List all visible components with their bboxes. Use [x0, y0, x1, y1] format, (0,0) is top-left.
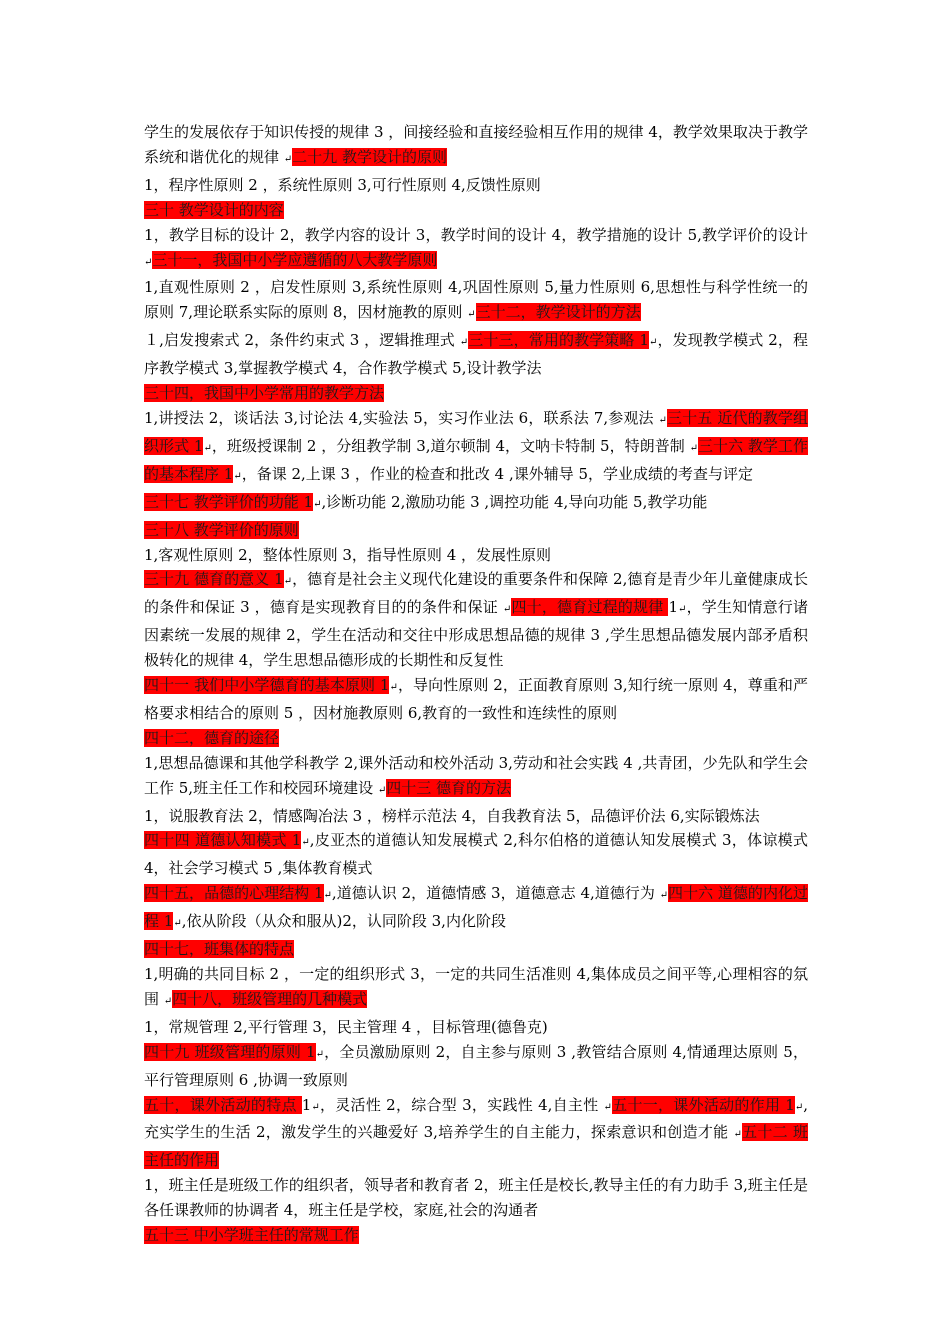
line-break-mark-icon: ↵ — [283, 576, 293, 588]
body-text: ，德育是社会主义现代化建设的重要条件和保障 2,德育是青少年儿童健康成长的条件和保证 3 ，德育是实现教育目的的条件和保证 — [144, 570, 808, 617]
paragraph — [144, 173, 808, 198]
section-heading-highlight: 三十五 近代的教学组织形式 1 — [144, 408, 808, 455]
line-break-mark-icon: ↵ — [173, 918, 182, 930]
paragraph — [144, 223, 808, 276]
section-heading-highlight: 四十五，品德的心理结构 1 — [144, 884, 324, 903]
paragraph — [144, 1223, 808, 1248]
paragraph — [144, 1173, 808, 1223]
body-text: 1,明确的共同目标 2 ，一定的组织形式 3，一定的共同生活准则 4,集体成员之间平等,心理相容的氛围 — [144, 965, 808, 1008]
document-body — [144, 120, 808, 1248]
section-heading-highlight: 三十二，教学设计的方法 — [475, 303, 641, 322]
line-break-mark-icon: ↵ — [733, 1129, 742, 1141]
body-text: ,道德认识 2，道德情感 3，道德意志 4,道德行为 — [331, 884, 660, 903]
paragraph — [144, 804, 808, 829]
line-break-mark-icon: ↵ — [144, 256, 153, 268]
body-text: ，全员激励原则 2，自主参与原则 3 ,教管结合原则 4,情通理达原则 5，平行管理原则 6 ,协调一致原则 — [144, 1042, 808, 1089]
section-heading-highlight: 三十七 教学评价的功能 1 — [144, 492, 314, 511]
section-heading-highlight: 三十九 德育的意义 1 — [144, 570, 284, 589]
section-heading-highlight: 三十六 教学工作的基本程序 1 — [144, 436, 808, 483]
body-text: 1 — [668, 598, 678, 617]
paragraph — [144, 1015, 808, 1040]
paragraph — [144, 567, 808, 673]
line-break-mark-icon: ↵ — [658, 414, 667, 426]
paragraph — [144, 726, 808, 751]
body-text: 1，程序性原则 2 ，系统性原则 3,可行性原则 4,反馈性原则 — [144, 175, 541, 194]
body-text: 1,客观性原则 2，整体性原则 3，指导性原则 4 ，发展性原则 — [144, 545, 552, 564]
line-break-mark-icon: ↵ — [794, 1101, 804, 1113]
paragraph — [144, 406, 808, 490]
line-break-mark-icon: ↵ — [301, 837, 310, 849]
section-heading-highlight: 四十一 我们中小学德育的基本原则 1 — [144, 676, 390, 695]
paragraph — [144, 828, 808, 881]
line-break-mark-icon: ↵ — [283, 153, 293, 165]
paragraph — [144, 490, 808, 518]
line-break-mark-icon: ↵ — [648, 337, 658, 349]
body-text: 学生的发展依存于知识传授的规律 3 ，间接经验和直接经验相互作用的规律 4，教学效果取决于教学系统和谐优化的规律 — [144, 123, 808, 166]
paragraph — [144, 328, 808, 381]
section-heading-highlight: 二十九 教学设计的原则 — [292, 147, 447, 166]
paragraph — [144, 881, 808, 937]
paragraph — [144, 120, 808, 173]
line-break-mark-icon: ↵ — [233, 470, 242, 482]
body-text: ，班级授课制 2 ，分组教学制 3,道尔顿制 4，文呐卡特制 5，特朗普制 — [211, 436, 690, 455]
section-heading-highlight: 五十三 中小学班主任的常规工作 — [144, 1226, 359, 1245]
line-break-mark-icon: ↵ — [203, 442, 212, 454]
paragraph — [144, 518, 808, 543]
line-break-mark-icon: ↵ — [677, 604, 687, 616]
line-break-mark-icon: ↵ — [659, 890, 669, 902]
section-heading-highlight: 五十一，课外活动的作用 1 — [611, 1095, 795, 1114]
body-text: 1 — [301, 1095, 312, 1114]
paragraph — [144, 381, 808, 406]
line-break-mark-icon: ↵ — [467, 309, 476, 321]
line-break-mark-icon: ↵ — [502, 604, 512, 616]
line-break-mark-icon: ↵ — [689, 442, 698, 454]
section-heading-highlight: 四十二，德育的途径 — [144, 728, 280, 747]
body-text: 1,直观性原则 2 ，启发性原则 3,系统性原则 4,巩固性原则 5,量力性原则 6,思想性与科学性统一的原则 7,理论联系实际的原则 8，因材施教的原则 — [144, 278, 808, 322]
body-text: ,依从阶段（从众和服从)2，认同阶段 3,内化阶段 — [181, 912, 506, 931]
section-heading-highlight: 五十二 班主任的作用 — [144, 1123, 808, 1170]
line-break-mark-icon: ↵ — [377, 784, 387, 796]
body-text: ，灵活性 2，综合型 3，实践性 4,自主性 — [319, 1095, 604, 1114]
paragraph — [144, 751, 808, 804]
line-break-mark-icon: ↵ — [389, 682, 398, 694]
section-heading-highlight: 四十四 道德认知模式 1 — [144, 831, 302, 850]
body-text: 1，说服教育法 2，情感陶冶法 3 ，榜样示范法 4，自我教育法 5，品德评价法 6,实际锻炼法 — [144, 806, 760, 825]
body-text: 1，常规管理 2,平行管理 3，民主管理 4 ，目标管理(德鲁克) — [144, 1017, 548, 1036]
line-break-mark-icon: ↵ — [313, 498, 322, 510]
paragraph — [144, 1040, 808, 1093]
section-heading-highlight: 五十，课外活动的特点 — [144, 1095, 302, 1114]
line-break-mark-icon: ↵ — [315, 1048, 324, 1060]
line-break-mark-icon: ↵ — [603, 1101, 612, 1113]
line-break-mark-icon: ↵ — [459, 337, 469, 349]
body-text: 1,讲授法 2，谈话法 3,讨论法 4,实验法 5，实习作业法 6，联系法 7,参观法 — [144, 408, 659, 427]
section-heading-highlight: 三十一，我国中小学应遵循的八大教学原则 — [152, 250, 438, 269]
body-text: ,皮亚杰的道德认知发展模式 2,科尔伯格的道德认知发展模式 3，体谅模式 4，社会学习模式 5 ,集体教育模式 — [144, 831, 808, 878]
body-text: ，导向性原则 2，正面教育原则 3,知行统一原则 4，尊重和严格要求相结合的原则 5 ，因材施教原则 6,教育的一致性和连续性的原则 — [144, 676, 808, 722]
section-heading-highlight: 四十三 德育的方法 — [386, 778, 512, 797]
paragraph — [144, 275, 808, 328]
section-heading-highlight: 四十六 道德的内化过程 1 — [144, 884, 808, 931]
paragraph — [144, 673, 808, 726]
body-text: 1，班主任是班级工作的组织者，领导者和教育者 2，班主任是校长,教导主任的有力助手 3,班主任是各任课教师的协调者 4，班主任是学校，家庭,社会的沟通者 — [144, 1176, 808, 1220]
line-break-mark-icon: ↵ — [323, 890, 332, 902]
body-text: １,启发搜索式 2，条件约束式 3 ，逻辑推理式 — [144, 331, 460, 350]
body-text: ，备课 2,上课 3 ，作业的检查和批改 4 ,课外辅导 5，学业成绩的考查与评定 — [241, 464, 754, 483]
section-heading-highlight: 三十四，我国中小学常用的教学方法 — [144, 384, 385, 403]
section-heading-highlight: 三十三，常用的教学策略 1 — [468, 331, 649, 350]
paragraph — [144, 198, 808, 223]
body-text: 1，教学目标的设计 2，教学内容的设计 3，教学时间的设计 4，教学措施的设计 5,教学评价的设计 — [144, 225, 808, 244]
paragraph — [144, 962, 808, 1015]
section-heading-highlight: 四十九 班级管理的原则 1 — [144, 1042, 316, 1061]
paragraph — [144, 1093, 808, 1174]
body-text: ,诊断功能 2,激励功能 3 ,调控功能 4,导向功能 5,教学功能 — [321, 492, 708, 511]
body-text: ，学生知情意行诸因素统一发展的规律 2，学生在活动和交往中形成思想品德的规律 3 ,学生思想品德发展内部矛盾积极转化的规律 4，学生思想品德形成的长期性和反复性 — [144, 598, 808, 670]
body-text: 1,思想品德课和其他学科教学 2,课外活动和校外活动 3,劳动和社会实践 4 ,共青团，少先队和学生会工作 5,班主任工作和校园环境建设 — [144, 753, 808, 797]
section-heading-highlight: 四十七，班集体的特点 — [144, 940, 295, 959]
paragraph — [144, 937, 808, 962]
line-break-mark-icon: ↵ — [311, 1101, 320, 1113]
paragraph — [144, 543, 808, 568]
section-heading-highlight: 四十八，班级管理的几种模式 — [172, 989, 368, 1008]
section-heading-highlight: 三十 教学设计的内容 — [144, 200, 284, 219]
body-text: ,充实学生的生活 2，激发学生的兴趣爱好 3,培养学生的自主能力，探索意识和创造才能 — [144, 1095, 808, 1142]
line-break-mark-icon: ↵ — [163, 995, 173, 1007]
section-heading-highlight: 三十八 教学评价的原则 — [144, 520, 299, 539]
body-text: ，发现教学模式 2，程序教学模式 3,掌握教学模式 4，合作教学模式 5,设计教学法 — [144, 331, 808, 378]
section-heading-highlight: 四十，德育过程的规律 — [511, 598, 669, 617]
